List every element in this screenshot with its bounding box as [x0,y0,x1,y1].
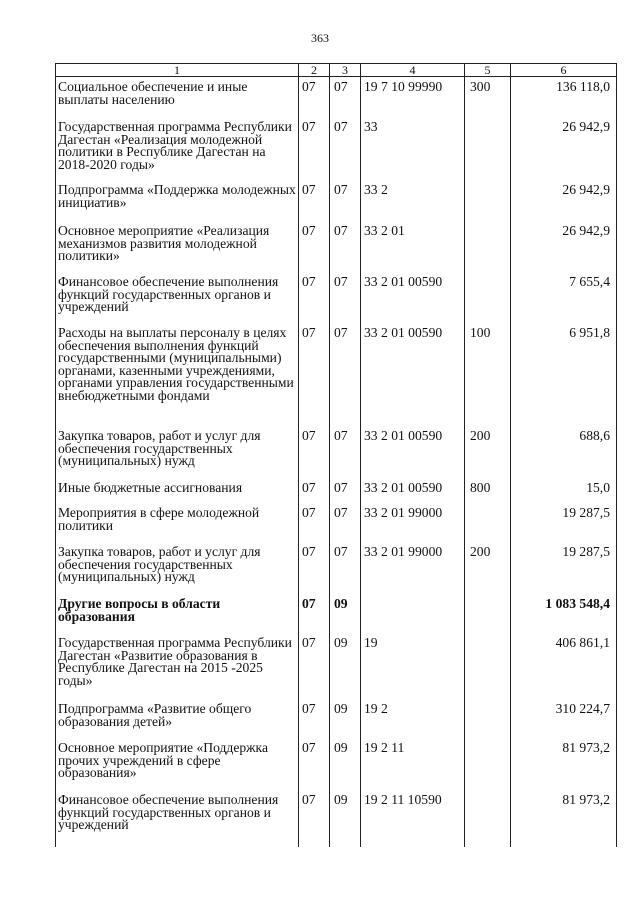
row-section: 07 [302,428,316,443]
row-expense-type: 800 [470,480,491,495]
row-target-code: 19 2 11 10590 [364,792,442,807]
row-subsection: 07 [334,480,348,495]
row-amount: 15,0 [586,480,610,495]
row-subsection: 07 [334,325,348,340]
row-target-code: 33 2 [364,182,388,197]
row-target-code: 33 2 01 99000 [364,544,443,559]
header-col-5: 5 [484,63,491,77]
row-subsection: 07 [334,274,348,289]
row-target-code: 33 2 01 [364,223,405,238]
row-target-code: 19 2 [364,701,388,716]
row-target-code: 33 2 01 00590 [364,274,443,289]
row-expense-type: 100 [470,325,491,340]
header-col-3: 3 [342,63,348,77]
row-name: Подпрограмма «Поддержка молодежных инициатив» [58,182,296,210]
budget-table [55,63,617,847]
row-amount: 19 287,5 [562,505,610,520]
row-subsection: 07 [334,223,348,238]
header-col-2: 2 [311,63,317,77]
row-expense-type: 300 [470,79,491,94]
row-amount: 310 224,7 [555,701,610,716]
row-section: 07 [302,223,316,238]
row-subsection: 07 [334,544,348,559]
column-divider [329,63,330,847]
row-name: Другие вопросы в области образования [58,596,221,624]
row-subsection: 09 [334,740,348,755]
row-target-code: 33 2 01 00590 [364,428,443,443]
row-target-code: 33 2 01 99000 [364,505,443,520]
row-name: Финансовое обеспечение выполнения функций государственных органов и учреждений [58,274,279,314]
column-divider [510,63,511,847]
column-divider [360,63,361,847]
row-section: 07 [302,182,316,197]
row-amount: 6 951,8 [569,325,610,340]
row-name: Подпрограмма «Развитие общего образования детей» [58,701,252,729]
row-section: 07 [302,79,316,94]
row-section: 07 [302,274,316,289]
row-amount: 26 942,9 [562,182,610,197]
row-amount: 19 287,5 [562,544,610,559]
row-section: 07 [302,792,316,807]
row-section: 07 [302,119,316,134]
row-subsection: 07 [334,182,348,197]
row-subsection: 07 [334,119,348,134]
row-subsection: 07 [334,505,348,520]
row-section: 07 [302,325,316,340]
row-section: 07 [302,480,316,495]
row-target-code: 19 7 10 99990 [364,79,443,94]
row-subsection: 09 [334,635,348,650]
row-name: Расходы на выплаты персоналу в целях обеспечения выполнения функций государственными (муниципальными) органами, казенными учреждениями, органами управления государственными внебюджетными фондами [58,325,294,403]
row-section: 07 [302,596,316,611]
row-expense-type: 200 [470,428,491,443]
row-section: 07 [302,505,316,520]
row-target-code: 19 2 11 [364,740,405,755]
row-amount: 81 973,2 [562,740,610,755]
row-target-code: 33 [364,119,378,134]
row-subsection: 07 [334,79,348,94]
row-amount: 136 118,0 [556,79,610,94]
row-subsection: 09 [334,701,348,716]
column-divider [298,63,299,847]
row-subsection: 09 [334,792,348,807]
row-amount: 26 942,9 [562,223,610,238]
row-name: Иные бюджетные ассигнования [58,480,243,495]
row-name: Финансовое обеспечение выполнения функций государственных органов и учреждений [58,792,279,832]
row-name: Социальное обеспечение и иные выплаты населению [58,79,248,107]
row-name: Государственная программа Республики Дагестан «Развитие образования в Республике Дагестан на 2015 -2025 годы» [58,635,292,688]
row-amount: 688,6 [579,428,610,443]
row-amount: 7 655,4 [569,274,610,289]
row-section: 07 [302,740,316,755]
row-amount: 81 973,2 [562,792,610,807]
row-name: Мероприятия в сфере молодежной политики [58,505,260,533]
header-col-4: 4 [409,63,416,77]
row-section: 07 [302,635,316,650]
row-name: Основное мероприятие «Реализация механизмов развития молодежной политики» [58,223,270,263]
row-subsection: 09 [334,596,348,611]
column-divider [464,63,465,847]
page-number: 363 [311,31,329,45]
row-name: Закупка товаров, работ и услуг для обеспечения государственных (муниципальных) нужд [58,544,261,584]
table-header-row [56,63,616,77]
row-subsection: 07 [334,428,348,443]
row-target-code: 33 2 01 00590 [364,325,443,340]
row-amount: 1 083 548,4 [545,596,610,611]
row-amount: 406 861,1 [555,635,610,650]
row-expense-type: 200 [470,544,491,559]
row-name: Закупка товаров, работ и услуг для обеспечения государственных (муниципальных) нужд [58,428,261,468]
row-target-code: 33 2 01 00590 [364,480,443,495]
header-col-1: 1 [174,63,180,77]
row-target-code: 19 [364,635,378,650]
row-section: 07 [302,701,316,716]
row-name: Основное мероприятие «Поддержка прочих учреждений в сфере образования» [58,740,268,780]
row-amount: 26 942,9 [562,119,610,134]
row-name: Государственная программа Республики Дагестан «Реализация молодежной политики в Республике Дагестан на 2018-2020 годы» [58,119,292,172]
row-section: 07 [302,544,316,559]
header-col-6: 6 [560,63,567,77]
